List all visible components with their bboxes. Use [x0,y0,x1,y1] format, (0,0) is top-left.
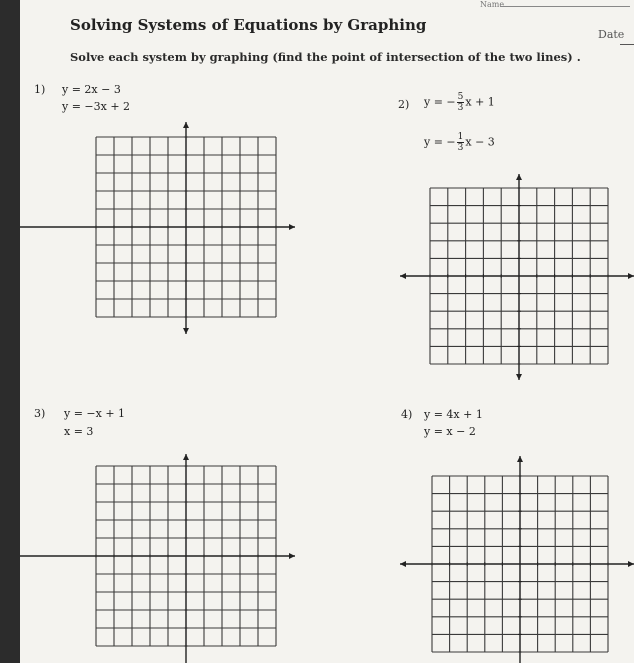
problem-1-number: 1) [34,83,46,96]
p2-eq2-prefix: y = − [424,135,456,149]
problem-4-equation-2: y = x − 2 [424,425,476,438]
x-axis-arrow-icon [628,561,634,567]
coordinate-grid-4[interactable] [20,0,634,663]
p2-eq2-suffix: x − 3 [465,135,495,149]
problem-2-number: 2) [398,98,410,111]
worksheet-page [20,0,634,663]
problem-1-equation-1: y = 2x − 3 [62,83,121,96]
worksheet-title: Solving Systems of Equations by Graphing [70,16,427,34]
instructions: Solve each system by graphing (find the point of intersection of the two lines) . [70,50,581,64]
name-label: Name [480,0,505,9]
problem-3-number: 3) [34,407,46,420]
problem-3-equation-2: x = 3 [64,425,94,438]
p2-eq1-suffix: x + 1 [465,95,495,109]
p2-eq2-denominator: 3 [457,143,464,153]
y-axis-arrow-icon [517,456,523,462]
p2-eq1-prefix: y = − [424,95,456,109]
date-label: Date [598,28,625,41]
problem-4-number: 4) [401,408,413,421]
problem-3-equation-1: y = −x + 1 [64,407,126,420]
problem-4-equation-1: y = 4x + 1 [424,408,483,421]
p2-eq1-denominator: 3 [457,103,464,113]
p2-eq1-numerator: 5 [457,92,464,102]
p2-eq2-numerator: 1 [457,132,464,142]
problem-1-equation-2: y = −3x + 2 [62,100,131,113]
x-axis-left-arrow-icon [400,561,406,567]
